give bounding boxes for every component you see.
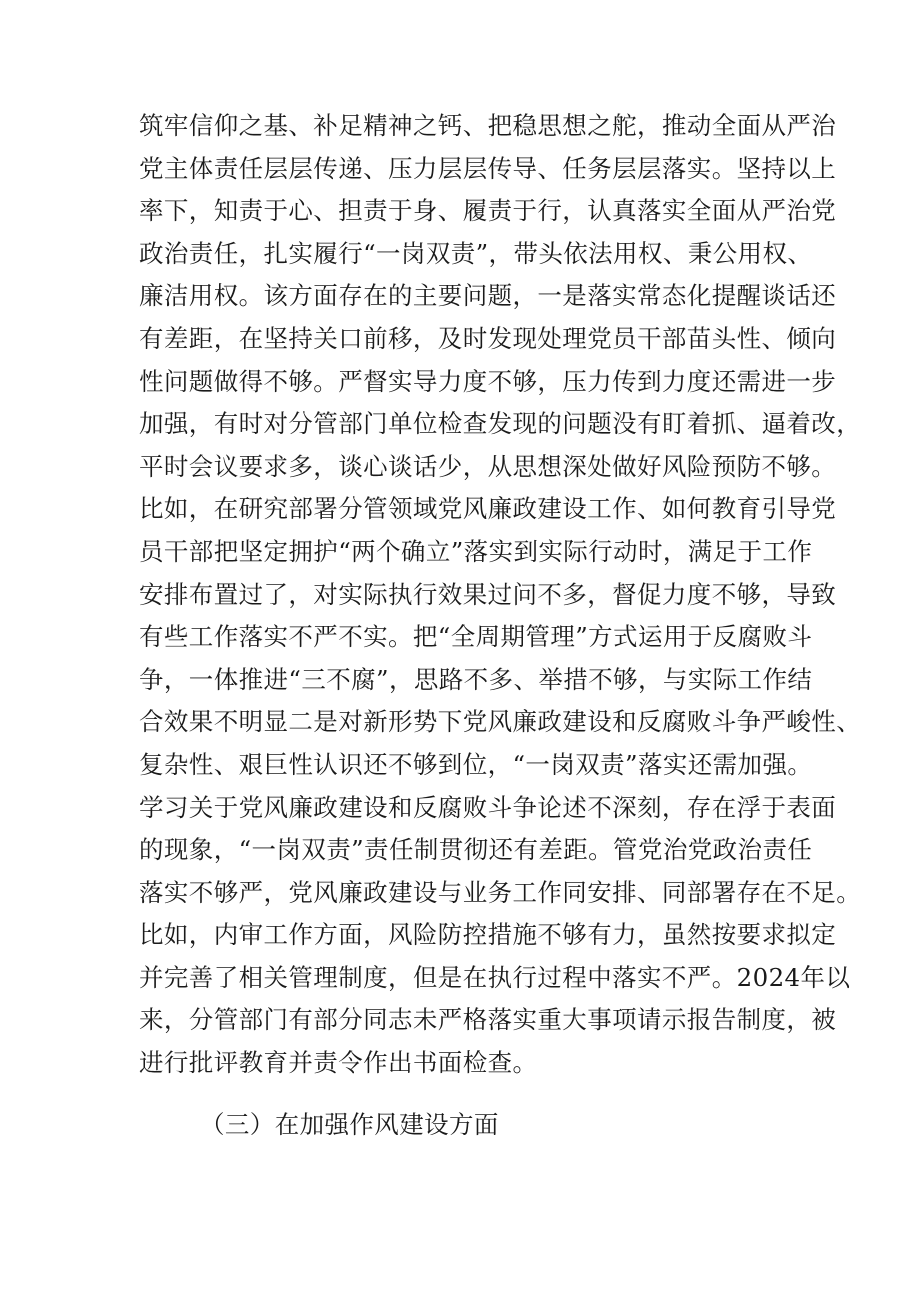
- paragraph-line: 政治责任，扎实履行“一岗双责”，带头依法用权、秉公用权、: [139, 238, 813, 268]
- paragraph-line: 有些工作落实不严不实。把“全周期管理”方式运用于反腐败斗: [139, 622, 813, 652]
- paragraph-line: 比如，内审工作方面，风险防控措施不够有力，虽然按要求拟定: [139, 920, 837, 950]
- paragraph-line: 安排布置过了，对实际执行效果过问不多，督促力度不够，导致: [139, 579, 837, 609]
- paragraph-line: 并完善了相关管理制度，但是在执行过程中落实不严。2024年以: [139, 962, 851, 992]
- paragraph-line: 合效果不明显二是对新形势下党风廉政建设和反腐败斗争严峻性、: [139, 707, 862, 737]
- paragraph-line: 员干部把坚定拥护“两个确立”落实到实际行动时，满足于工作: [139, 536, 813, 566]
- paragraph-line: 比如，在研究部署分管领域党风廉政建设工作、如何教育引导党: [139, 494, 837, 524]
- paragraph-line: 率下，知责于心、担责于身、履责于行，认真落实全面从严治党: [139, 196, 837, 226]
- body-paragraph: [139, 105, 862, 1085]
- paragraph-line: 复杂性、艰巨性认识还不够到位，“一岗双责”落实还需加强。: [139, 749, 813, 779]
- paragraph-line: 落实不够严，党风廉政建设与业务工作同安排、同部署存在不足。: [139, 877, 862, 907]
- paragraph-line: 进行批评教育并责令作出书面检查。: [139, 1048, 538, 1078]
- paragraph-line: 党主体责任层层传递、压力层层传导、任务层层落实。坚持以上: [139, 153, 837, 183]
- paragraph-line: 平时会议要求多，谈心谈话少，从思想深处做好风险预防不够。: [139, 451, 837, 481]
- paragraph-line: 廉洁用权。该方面存在的主要问题，一是落实常态化提醒谈话还: [139, 281, 837, 311]
- paragraph-line: 加强，有时对分管部门单位检查发现的问题没有盯着抓、逼着改，: [139, 409, 862, 439]
- paragraph-line: 有差距，在坚持关口前移，及时发现处理党员干部苗头性、倾向: [139, 323, 837, 353]
- paragraph-line: 学习关于党风廉政建设和反腐败斗争论述不深刻，存在浮于表面: [139, 792, 837, 822]
- paragraph-line: 性问题做得不够。严督实导力度不够，压力传到力度还需进一步: [139, 366, 837, 396]
- paragraph-line: 筑牢信仰之基、补足精神之钙、把稳思想之舵，推动全面从严治: [139, 111, 837, 140]
- paragraph-line: 争，一体推进“三不腐”，思路不多、举措不够，与实际工作结: [139, 664, 813, 694]
- section-heading: （三）在加强作风建设方面: [200, 1110, 499, 1139]
- paragraph-line: 的现象，“一岗双责”责任制贯彻还有差距。管党治党政治责任: [139, 835, 813, 865]
- paragraph-line: 来，分管部门有部分同志未严格落实重大事项请示报告制度，被: [139, 1005, 837, 1035]
